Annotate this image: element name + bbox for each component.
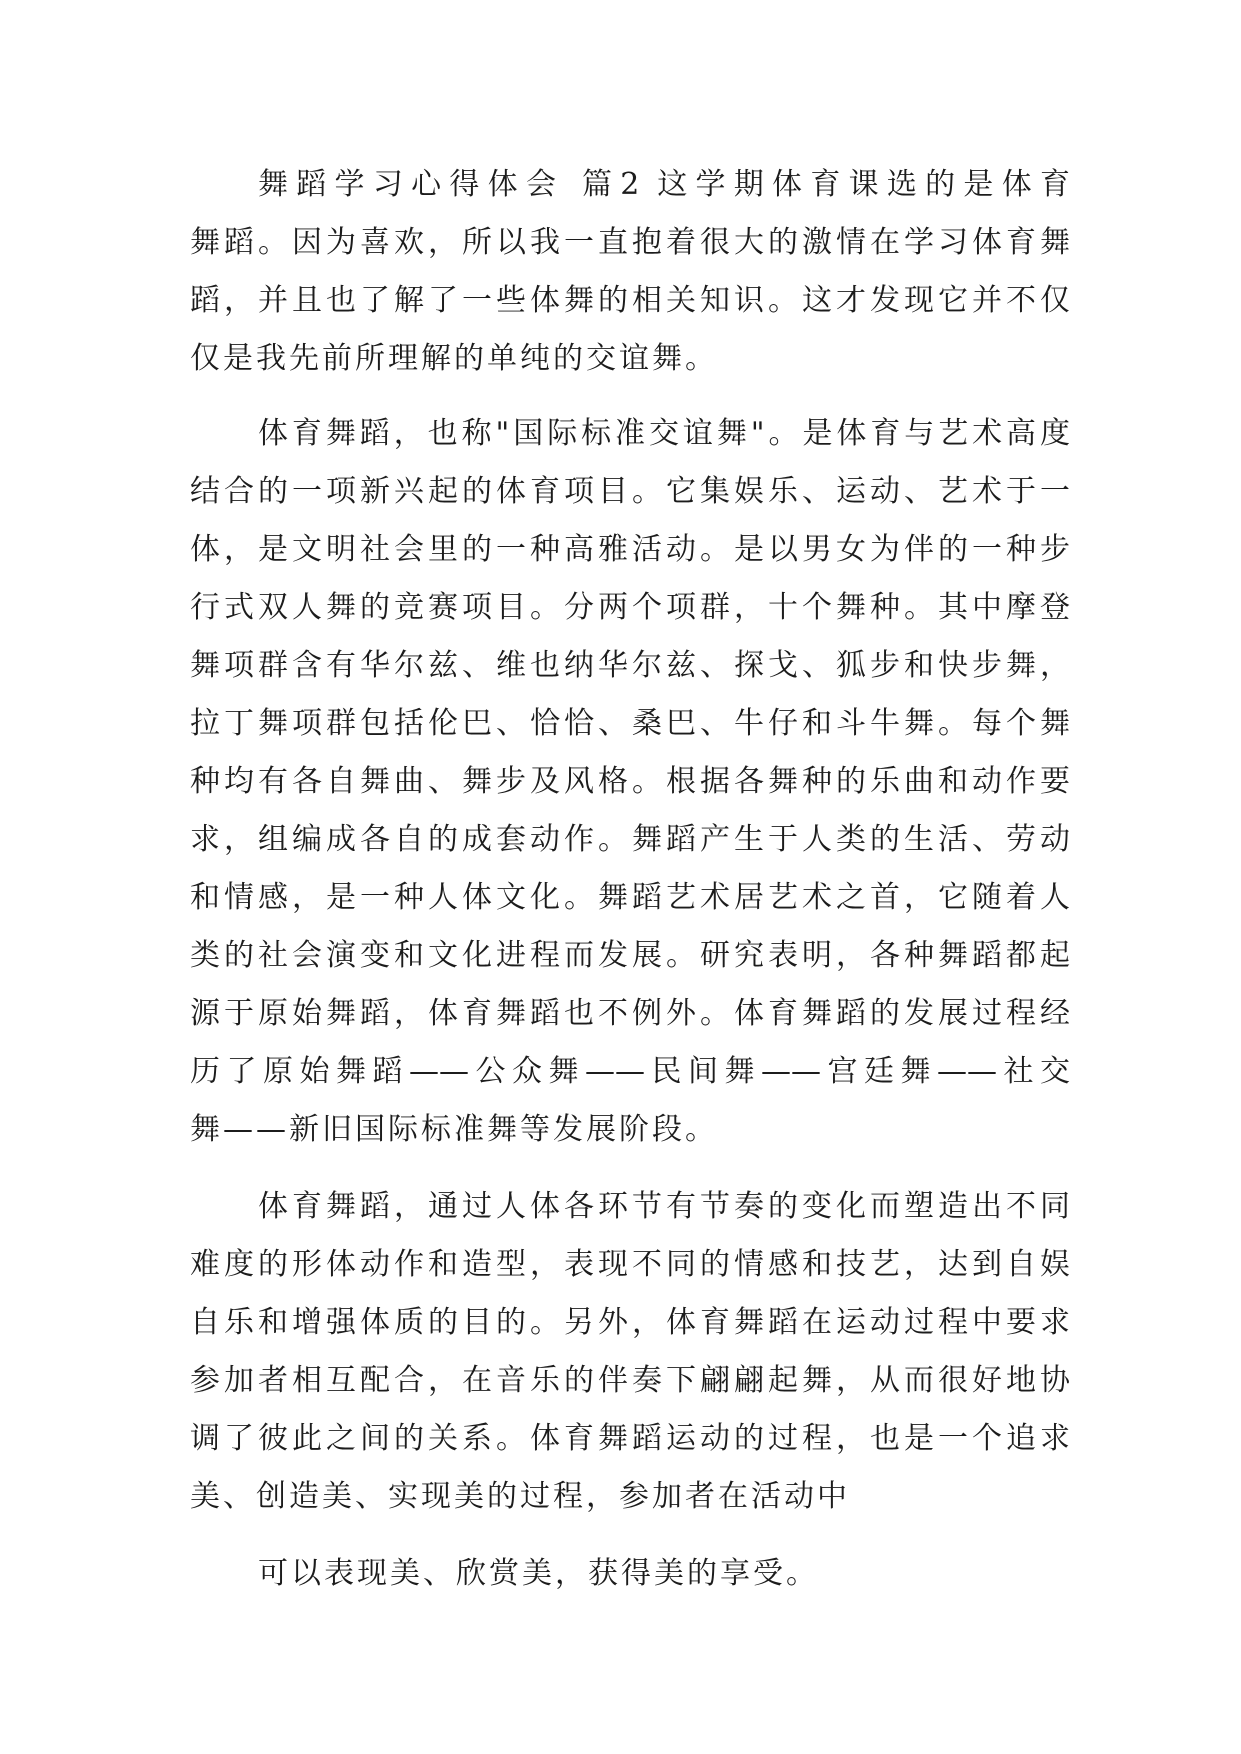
text-line: 参加者相互配合，在音乐的伴奏下翩翩起舞，从而很好地协 (190, 1363, 1070, 1398)
text-line: 源于原始舞蹈，体育舞蹈也不例外。体育舞蹈的发展过程经 (190, 996, 1070, 1031)
text-line: 美、创造美、实现美的过程，参加者在活动中 (190, 1479, 850, 1514)
text-line: 求，组编成各自的成套动作。舞蹈产生于人类的生活、劳动 (190, 822, 1070, 857)
text-line: 结合的一项新兴起的体育项目。它集娱乐、运动、艺术于一 (190, 474, 1070, 509)
text-line: 和情感，是一种人体文化。舞蹈艺术居艺术之首，它随着人 (190, 880, 1070, 915)
text-line: 种均有各自舞曲、舞步及风格。根据各舞种的乐曲和动作要 (190, 764, 1070, 799)
text-line: 调了彼此之间的关系。体育舞蹈运动的过程，也是一个追求 (190, 1421, 1070, 1456)
text-line: 自乐和增强体质的目的。另外，体育舞蹈在运动过程中要求 (190, 1305, 1070, 1340)
text-line: 舞项群含有华尔兹、维也纳华尔兹、探戈、狐步和快步舞， (190, 648, 1070, 683)
text-line: 蹈，并且也了解了一些体舞的相关知识。这才发现它并不仅 (190, 283, 1070, 318)
text-line: 舞蹈。因为喜欢，所以我一直抱着很大的激情在学习体育舞 (190, 225, 1070, 260)
text-line: 可以表现美、欣赏美，获得美的享受。 (258, 1556, 819, 1591)
text-line: 仅是我先前所理解的单纯的交谊舞。 (190, 341, 718, 376)
text-line: 类的社会演变和文化进程而发展。研究表明，各种舞蹈都起 (190, 938, 1070, 973)
text-line: 难度的形体动作和造型，表现不同的情感和技艺，达到自娱 (190, 1247, 1070, 1282)
text-line: 舞——新旧国际标准舞等发展阶段。 (190, 1112, 718, 1147)
text-line: 体育舞蹈，通过人体各环节有节奏的变化而塑造出不同 (258, 1189, 1070, 1224)
text-line: 拉丁舞项群包括伦巴、恰恰、桑巴、牛仔和斗牛舞。每个舞 (190, 706, 1070, 741)
text-line: 行式双人舞的竞赛项目。分两个项群，十个舞种。其中摩登 (190, 590, 1070, 625)
text-line: 体育舞蹈，也称"国际标准交谊舞"。是体育与艺术高度 (258, 416, 1070, 451)
text-line: 舞蹈学习心得体会 篇2 这学期体育课选的是体育 (258, 167, 1070, 202)
text-line: 历了原始舞蹈——公众舞——民间舞——宫廷舞——社交 (190, 1054, 1070, 1089)
text-line: 体，是文明社会里的一种高雅活动。是以男女为伴的一种步 (190, 532, 1070, 567)
